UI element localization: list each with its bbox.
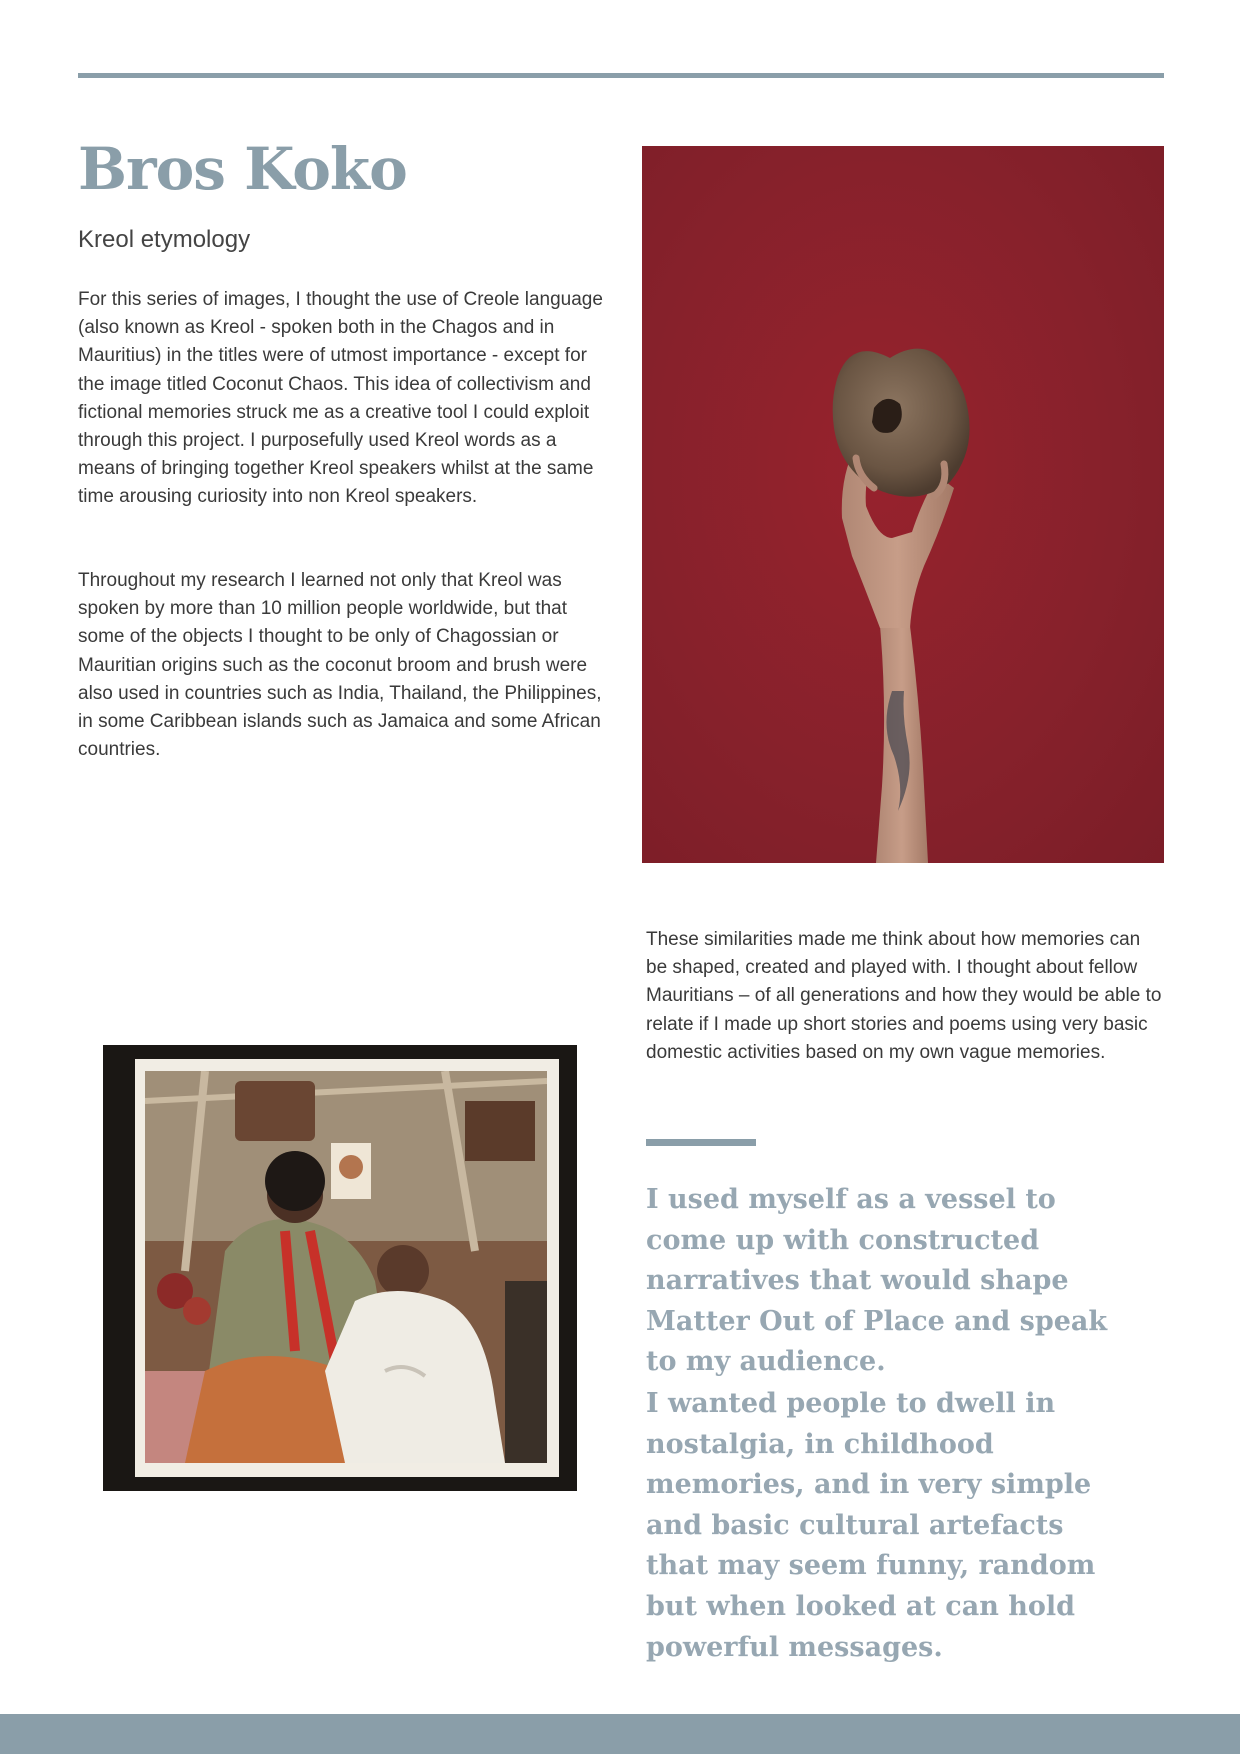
footer-bar	[0, 1714, 1240, 1754]
page-title: Bros Koko	[78, 135, 407, 203]
body-paragraph-1: For this series of images, I thought the use of Creole language (also known as Kreol - spoken both in the Chagos and in Mauritius) in the titles were of utmost importance - except for the image titled Coconut Chaos. This idea of collectivism and fictional memories struck me as a creative tool I could exploit through this project. I purposefully used Kreol words as a means of bringing together Kreol speakers whilst at the same time arousing curiosity into non Kreol speakers.	[78, 289, 603, 508]
family-photo-illustration	[145, 1071, 547, 1463]
quote-divider	[646, 1139, 756, 1146]
coconut-photo-illustration	[642, 146, 1164, 863]
top-divider	[78, 73, 1164, 78]
body-paragraph-2: Throughout my research I learned not only that Kreol was spoken by more than 10 million people worldwide, but that some of the objects I thought to be only of Chagossian or Mauritian origins such as the coconut broom and brush were also used in countries such as India, Thailand, the Philippines, in some Caribbean islands such as Jamaica and some African countries.	[78, 570, 602, 761]
body-paragraph-3: These similarities made me think about how memories can be shaped, created and played with. I thought about fellow Mauritians – of all generations and how they would be able to relate if I made up short stories and poems using very basic domestic activities based on my own vague memories.	[646, 929, 1162, 1063]
coconut-photo	[642, 146, 1164, 863]
page-subtitle: Kreol etymology	[78, 226, 251, 253]
pull-quote-2: I wanted people to dwell in nostalgia, in childhood memories, and in very simple and basic cultural artefacts that may seem funny, random but when looked at can hold powerful messages.	[646, 1388, 1096, 1663]
pull-quote-1: I used myself as a vessel to come up with constructed narratives that would shape Matter Out of Place and speak to my audience.	[646, 1184, 1108, 1378]
family-photo	[103, 1045, 577, 1491]
family-photo-image	[145, 1071, 547, 1463]
photo-print-border	[135, 1059, 559, 1477]
